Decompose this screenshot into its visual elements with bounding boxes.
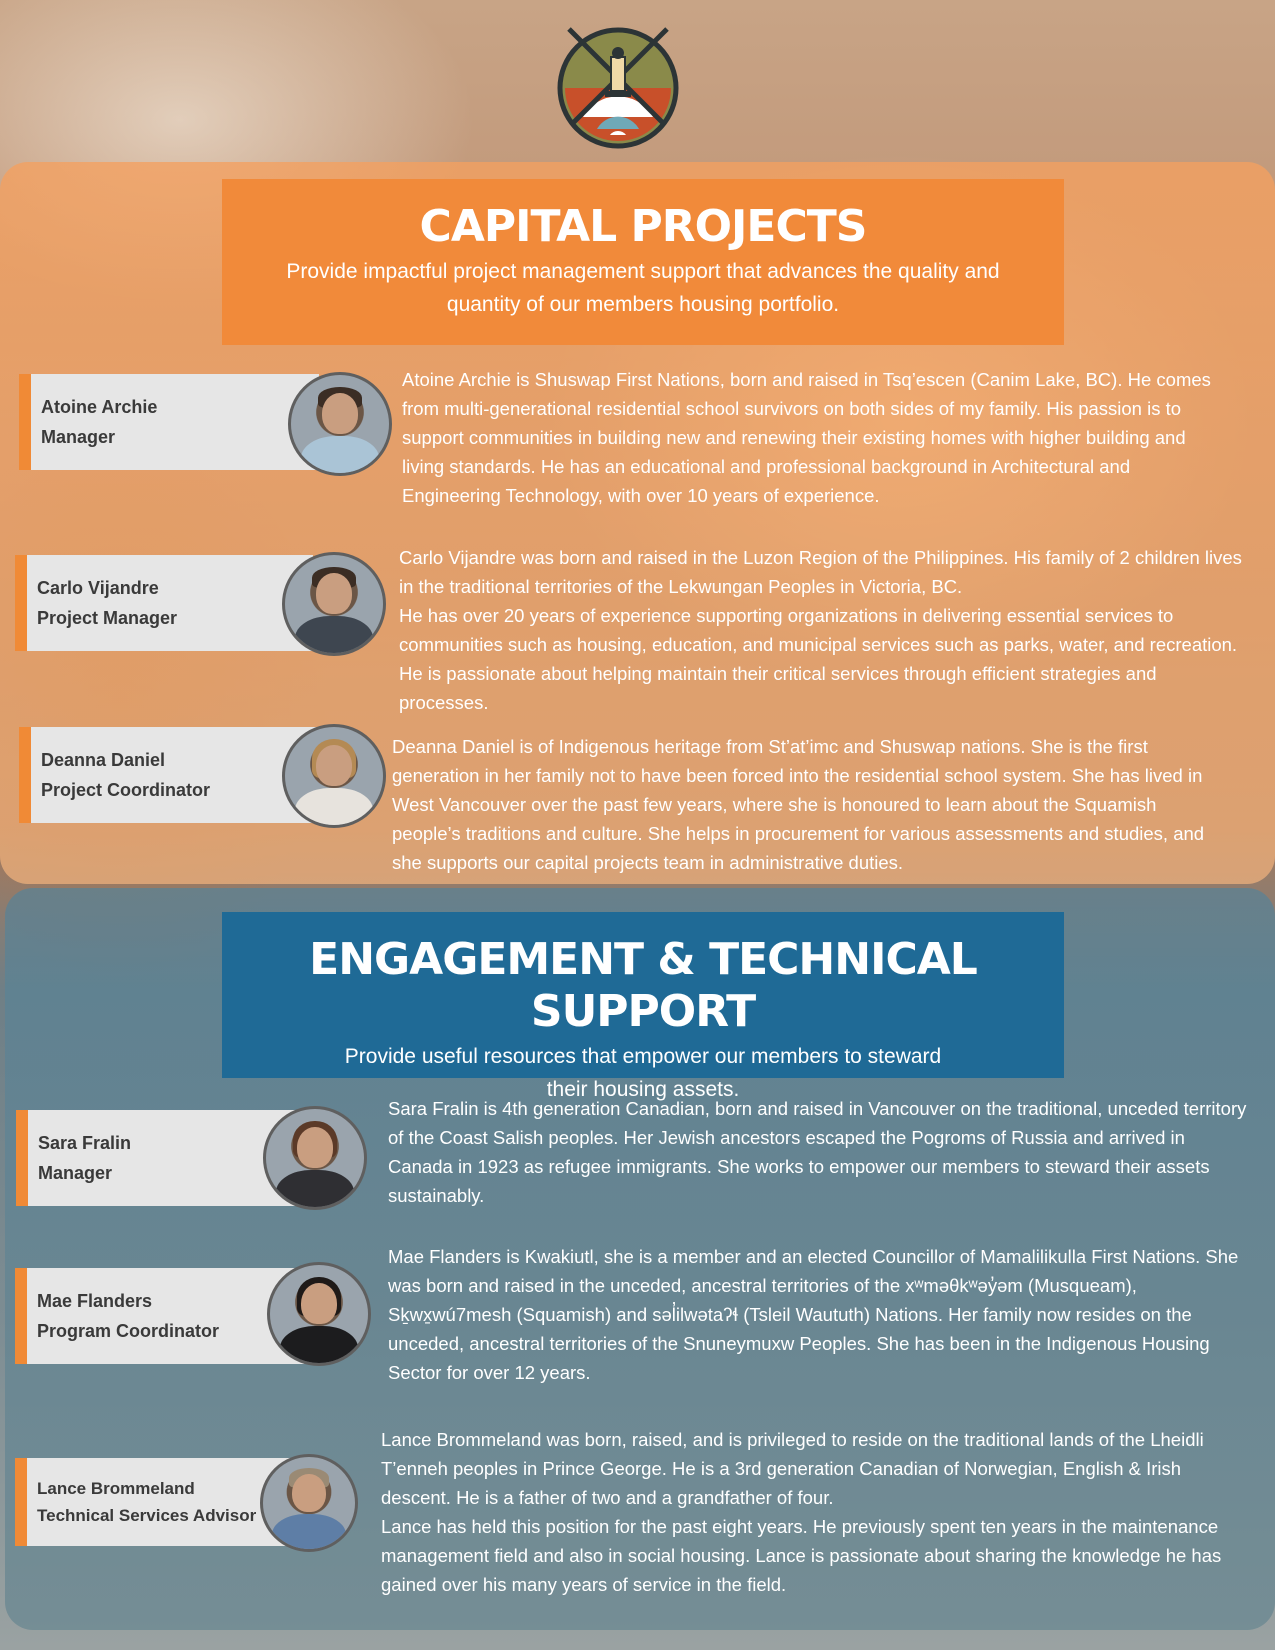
member-bio: Atoine Archie is Shuswap First Nations, born and raised in Tsq’escen (Canim Lake, BC). He comes from multi-generational residential school survivors on both sides of my family. His passion is to support communities in building new and renewing their existing homes with higher building and living standards. He has an educational and professional background in Architectural and Engineering Technology, with over 10 years of experience. bbox=[402, 369, 1211, 506]
section-title: ENGAGEMENT & TECHNICAL SUPPORT bbox=[309, 934, 977, 1037]
member-name: Lance Brommeland bbox=[37, 1479, 195, 1498]
avatar bbox=[260, 1454, 358, 1552]
name-card bbox=[15, 1268, 305, 1364]
member-bio: Deanna Daniel is of Indigenous heritage from St’at’imc and Shuswap nations. She is the first generation in her family not to have been forced into the residential school system. She has lived in West Vancouver over the past few years, where she is honoured to learn about the Squamish people’s traditions and culture. She helps in procurement for various assessments and studies, and she supports our capital projects team in administrative duties. bbox=[392, 736, 1205, 873]
member-role: Program Coordinator bbox=[37, 1321, 220, 1341]
name-card bbox=[19, 727, 319, 823]
avatar bbox=[282, 552, 386, 656]
member-role: Project Coordinator bbox=[41, 780, 211, 800]
capital-projects-banner bbox=[222, 179, 1064, 345]
avatar bbox=[263, 1106, 367, 1210]
member-name: Sara Fralin bbox=[38, 1133, 132, 1153]
avatar bbox=[288, 372, 392, 476]
name-card bbox=[19, 374, 319, 470]
member-name: Atoine Archie bbox=[41, 397, 158, 417]
member-bio: Mae Flanders is Kwakiutl, she is a member and an elected Councillor of Mamalilikulla First Nations. She was born and raised in the unceded, ancestral territories of the xʷməθkʷəy̓əm (Musqueam), Sḵwx̱wú7mesh (Squamish) and səl̓ilwətaʔɬ (Tsleil Waututh) Nations. Her family now resides on the unceded, ancestral territories of the Snuneymuxw Peoples. She has been in the Indigenous Housing Sector for over 12 years. bbox=[388, 1246, 1239, 1383]
avatar bbox=[282, 724, 386, 828]
name-card bbox=[15, 555, 313, 651]
engagement-banner bbox=[222, 912, 1064, 1101]
section-title: CAPITAL PROJECTS bbox=[419, 201, 867, 252]
member-name: Mae Flanders bbox=[37, 1291, 153, 1311]
section-subtitle: Provide useful resources that empower our members to steward their housing assets. bbox=[344, 1045, 942, 1101]
name-card bbox=[16, 1110, 296, 1206]
crossed-feathers-house-emblem-icon bbox=[555, 25, 681, 151]
member-role: Technical Services Advisor bbox=[37, 1506, 257, 1525]
member-bio: Lance Brommeland was born, raised, and is privileged to reside on the traditional lands of the Lheidli T’enneh peoples in Prince George. He is a 3rd generation Canadian of Norwegian, English & Irish descent. He is a father of two and a grandfather of four. Lance has held this position for the past eight years. He previously spent ten years in the maintenance management field and also in social housing. Lance is passionate about sharing the knowledge he has gained over his many years of service in the field. bbox=[381, 1429, 1222, 1595]
member-role: Manager bbox=[41, 427, 116, 447]
capital-projects-section bbox=[0, 162, 1275, 884]
member-name: Deanna Daniel bbox=[41, 750, 166, 770]
member-bio: Sara Fralin is 4th generation Canadian, born and raised in Vancouver on the traditional, unceded territory of the Coast Salish peoples. Her Jewish ancestors escaped the Pogroms of Russia and arrived in Canada in 1923 as refugee immigrants. She works to empower our members to steward their assets sustainably. bbox=[388, 1098, 1247, 1206]
member-role: Manager bbox=[38, 1163, 113, 1183]
engagement-technical-support-section bbox=[5, 888, 1275, 1630]
member-bio: Carlo Vijandre was born and raised in the Luzon Region of the Philippines. His family of 2 children lives in the traditional territories of the Lekwungan Peoples in Victoria, BC. He has over 20 years of experience supporting organizations in delivering essential services to communities such as housing, education, and municipal services such as parks, water, and recreation. He is passionate about helping maintain their critical services through efficient strategies and processes. bbox=[399, 547, 1242, 713]
member-name: Carlo Vijandre bbox=[37, 578, 159, 598]
member-role: Project Manager bbox=[37, 608, 178, 628]
section-subtitle: Provide impactful project management support that advances the quality and quantity of our members housing portfolio. bbox=[286, 260, 1000, 316]
avatar bbox=[267, 1262, 371, 1366]
